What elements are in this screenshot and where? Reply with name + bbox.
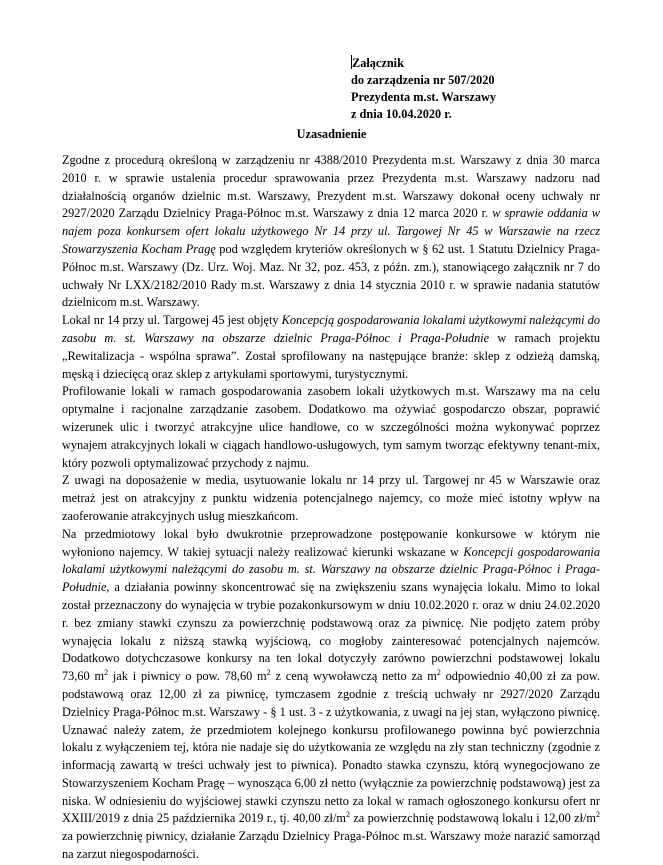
paragraph-5: Na przedmiotowy lokal było dwukrotnie przeprowadzone postępowanie konkursowe w którym nie wyłoniono najemcy. W takiej sytuacji należy realizować kierunki wskazane w Koncepcji gospodarowania lokalami użytkowymi należącymi do zasobu m. st. Warszawy na obszarze dzielnic Praga-Północ i Praga-Południe, a działania powinny skoncentrować się na zwiększeniu szans wynajęcia lokalu. Mimo to lokal został przeznaczony do wynajęcia w trybie pozakonkursowym w dniu 10.02.2020 r. oraz w dniu 24.02.2020 r. bez zmiany stawki czynszu za powierzchnię podstawową oraz za piwnicę. Nie podjęto zatem próby wynajęcia lokalu z niższą stawką wyjściową, co mogłoby zainteresować potencjalnych najemców. Dodatkowo dotychczasowe konkursy na ten lokal dotyczyły zarówno powierzchni podstawowej lokalu 73,60 $m^2$ jak i piwnicy o pow. 78,60 $m^2$ z ceną wywoławczą netto za $m^2$ odpowiednio 40,00 zł za pow. podstawową oraz 12,00 zł za piwnicę, tymczasem zgodnie z treścią uchwały nr 2927/2020 Zarządu Dzielnicy Praga-Północ m.st. Warszawy - § 1 ust. 3 - z użytkowania, z uwagi na jej stan, wyłączono piwnicę. Uznawać należy zatem, że przedmiotem kolejnego konkursu profilowanego powinna być powierzchnia lokalu z wyłączeniem tej, która nie nadaje się do użytkowania ze względu na zły stan techniczny (zgodnie z informacją zawartą w treści uchwały jest to piwnica). Ponadto stawka czynszu, którą wynegocjowano ze Stowarzyszeniem Kocham Pragę – wynosząca 6,00 zł netto (wyłącznie za powierzchnię podstawową) jest za niska. W odniesieniu do wyjściowej stawki czynszu netto za lokal w ramach ogłoszonego konkursu ofert nr XXIII/2019 z dnia 25 października 2019 r., tj. 40,00 $zł/m^2$ za powierzchnię podstawową lokalu i 12,00 $zł/m^2$ za powierzchnię piwnicy, działanie Zarządu Dzielnicy Praga-Północ m.st. Warszawy może narazić samorząd na zarzut niegospodarności. <box>62 526 601 862</box>
document-body <box>62 152 600 864</box>
paragraph-3: Profilowanie lokali w ramach gospodarowania zasobem lokali użytkowych m.st. Warszawy ma na celu optymalne i racjonalne zarządzanie zasobem. Dodatkowo ma ożywiać gospodarczo obszar, poprawić wizerunek ulic i tworzyć atrakcyjne ulice handlowe, co w szczególności można wykonywać poprzez wynajem atrakcyjnych lokali w ciągach handlowo-usługowych, tym samym tworząc efektywny tenant-mix, który pozwoli optymalizować przychody z najmu. <box>62 384 600 470</box>
header-line-date: z dnia 10.04.2020 r. <box>351 107 452 121</box>
document-title: Uzasadnienie <box>296 127 367 141</box>
paragraph-1: Zgodne z procedurą określoną w zarządzeniu nr 4388/2010 Prezydenta m.st. Warszawy z dnia 30 marca 2010 r. w sprawie ustalenia procedur sprawowania przez Prezydenta m.st. Warszawy nadzoru nad działalnością organów dzielnic m.st. Warszawy, Prezydent m.st. Warszawy dokonał oceny uchwały nr 2927/2020 Zarządu Dzielnicy Praga-Północ m.st. Warszawy z dnia 12 marca 2020 r. w sprawie oddania w najem poza konkursem ofert lokalu użytkowego Nr 14 przy ul. Targowej Nr 45 w Warszawie na rzecz Stowarzyszenia Kocham Pragę pod względem kryteriów określonych w § 62 ust. 1 Statutu Dzielnicy Praga-Północ m.st. Warszawy (Dz. Urz. Woj. Maz. Nr 32, poz. 453, z późn. zm.), stanowiącego załącznik nr 7 do uchwały Nr LXX/2182/2010 Rady m.st. Warszawy z dnia 14 stycznia 2010 r. w sprawie nadania statutów dzielnicom m.st. Warszawy. <box>62 153 600 310</box>
header-line-attachment: Załącznik <box>352 56 404 70</box>
header-line-ordinance: do zarządzenia nr 507/2020 <box>351 73 495 87</box>
paragraph-4: Z uwagi na doposażenie w media, usytuowanie lokalu nr 14 przy ul. Targowej nr 45 w Warszawie oraz metraż jest on atrakcyjny z punktu widzenia potencjalnego najemcy, co może mieć istotny wpływ na zaoferowanie atrakcyjnych usług mieszkańcom. <box>62 473 600 523</box>
header-line-president: Prezydenta m.st. Warszawy <box>351 90 497 104</box>
attachment-header <box>351 55 496 123</box>
paragraph-2: Lokal nr 14 przy ul. Targowej 45 jest objęty Koncepcją gospodarowania lokalami użytkowymi należącymi do zasobu m. st. Warszawy na obszarze dzielnic Praga-Północ i Praga-Południe w ramach projektu „Rewitalizacja - wspólna sprawa”. Został sprofilowany na następujące branże: sklep z odzieżą damską, męską i dziecięcą oraz sklep z artykułami sportowymi, turystycznymi. <box>62 313 601 381</box>
